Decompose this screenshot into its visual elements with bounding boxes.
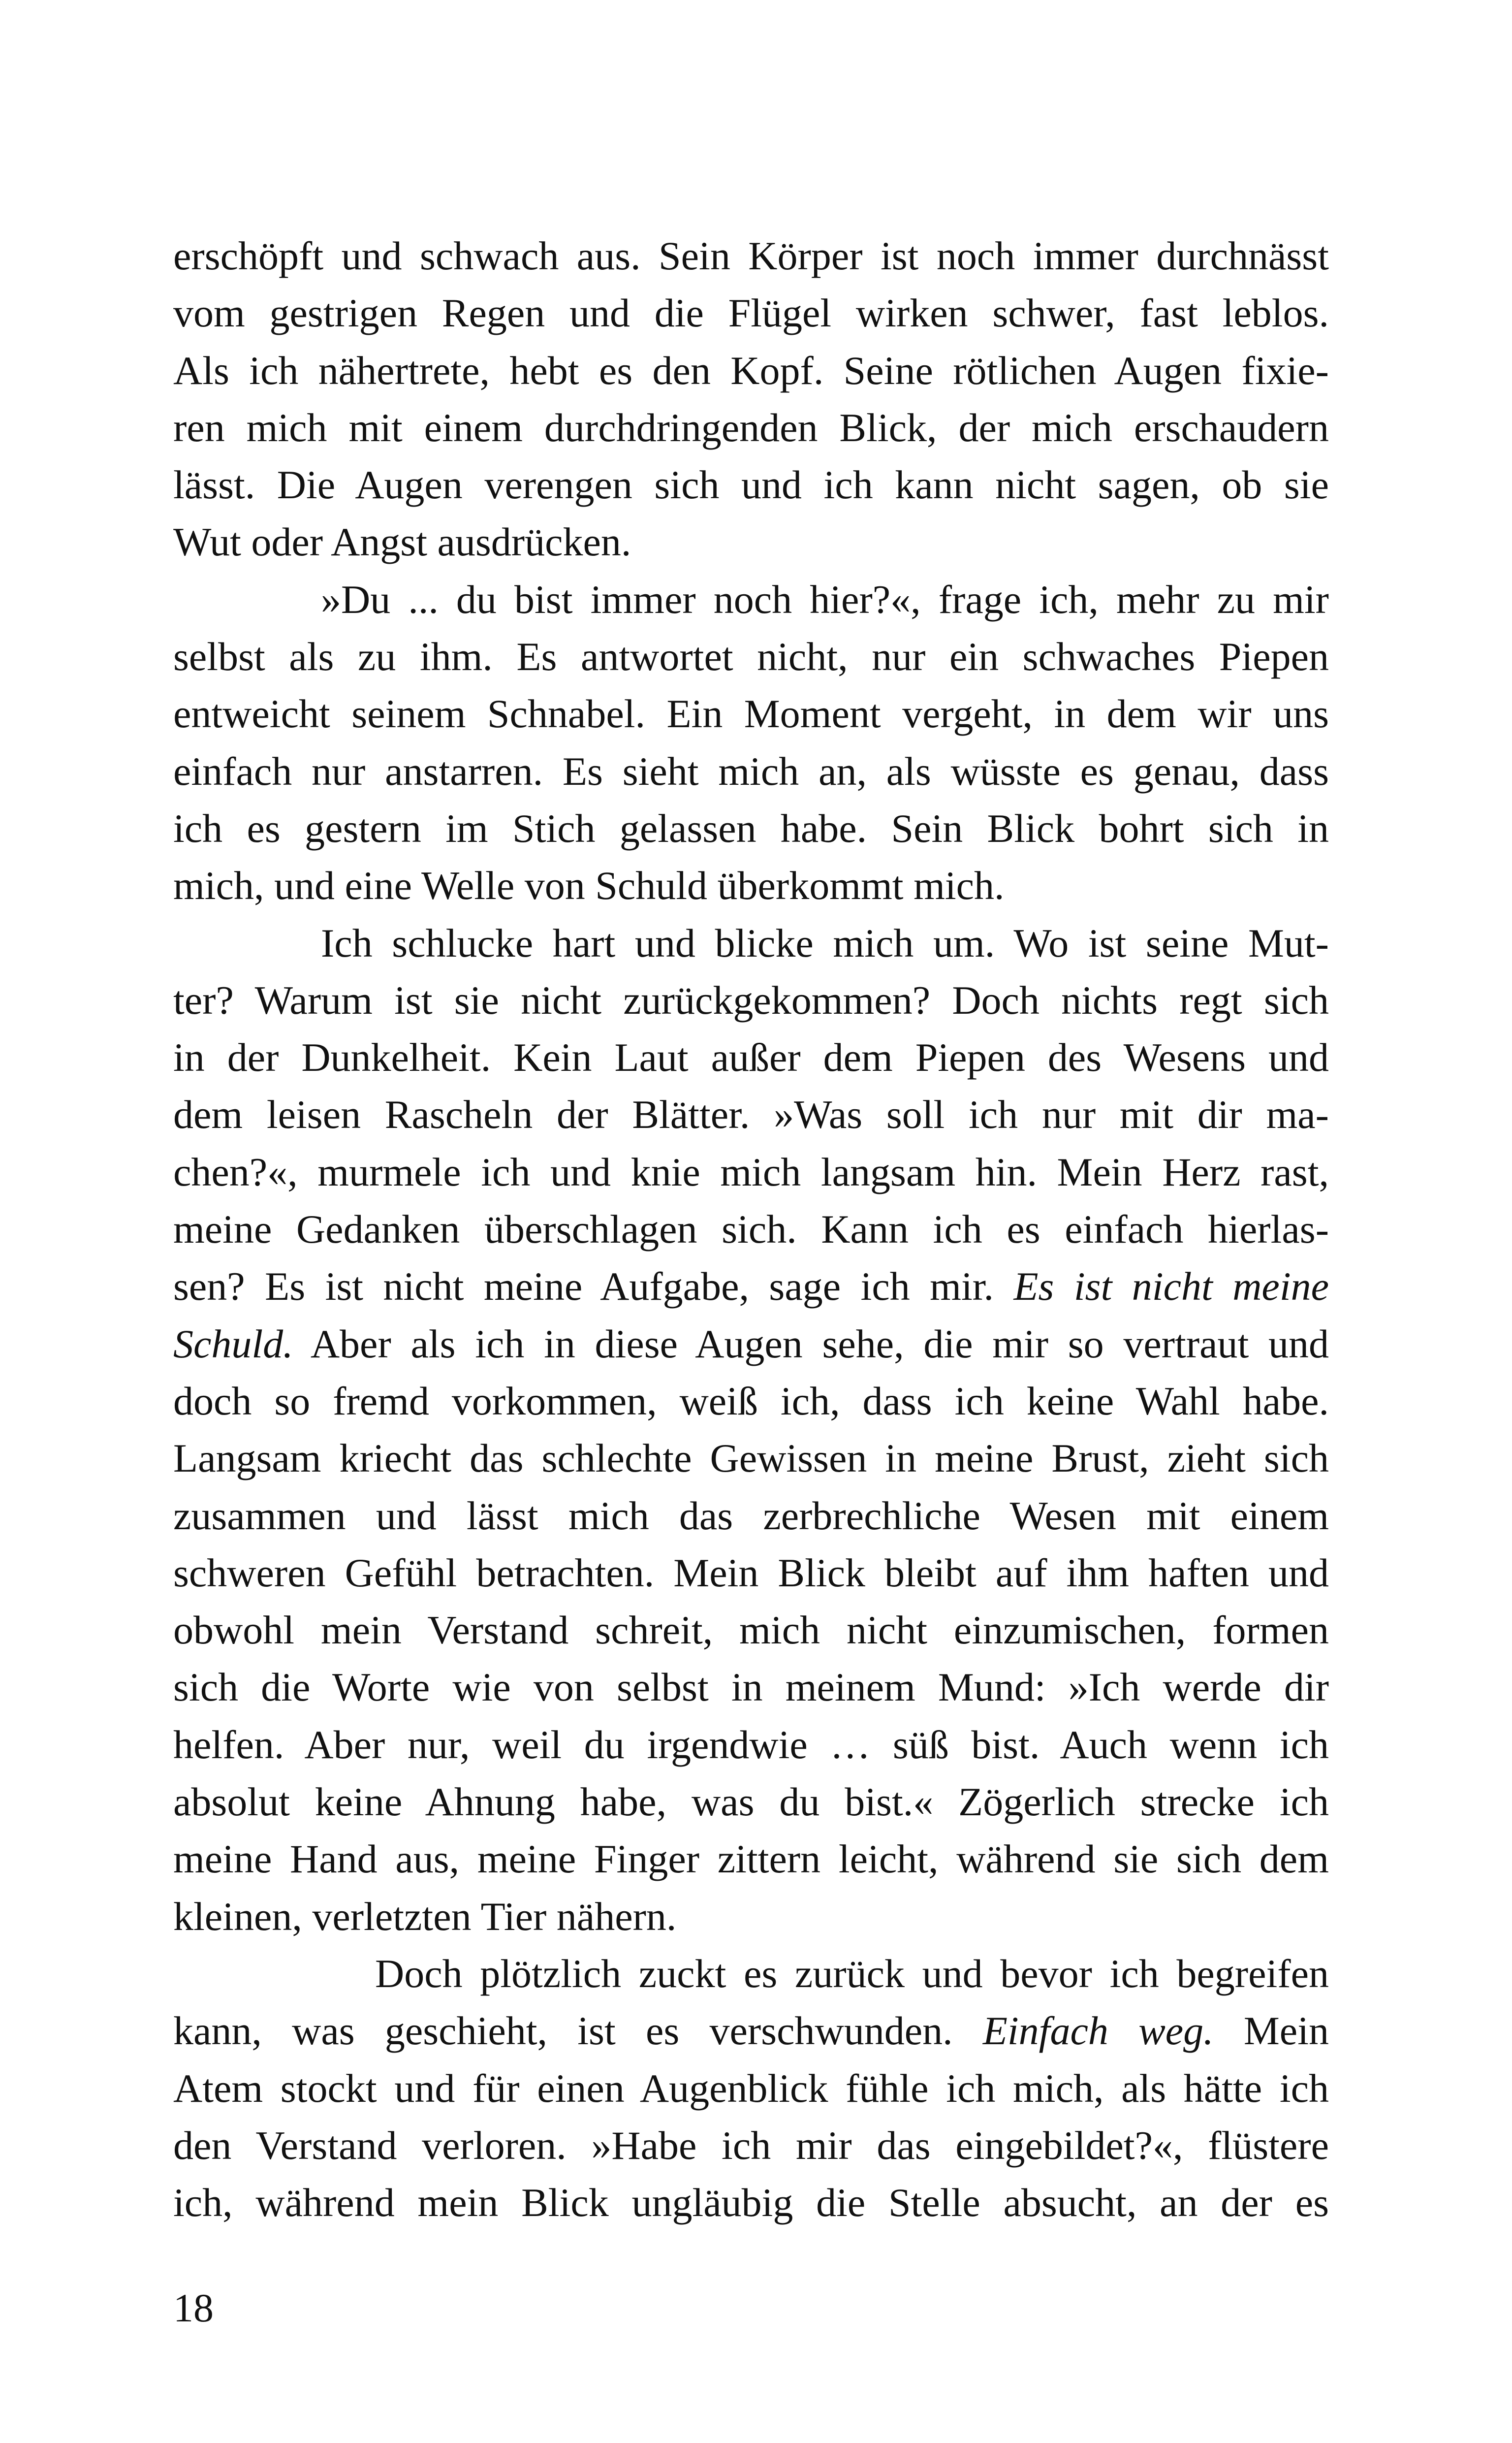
text-line: ren mich mit einem durchdringenden Blick, der mich erschaudern: [173, 405, 1329, 450]
text-line: kleinen, verletzten Tier nähern.: [173, 1894, 677, 1939]
text-line: den Verstand verloren. »Habe ich mir das eingebildet?«, flüstere: [173, 2122, 1329, 2168]
text-line: ich, während mein Blick ungläubig die Stelle absucht, an der es: [173, 2180, 1329, 2225]
text-line: [173, 1316, 1329, 1373]
text-line: Wut oder Angst ausdrücken.: [173, 519, 631, 565]
text-line: in der Dunkelheit. Kein Laut außer dem Piepen des Wesens und: [173, 1035, 1329, 1080]
body-text: [173, 227, 1329, 2231]
text-line: mich, und eine Welle von Schuld überkommt mich.: [173, 863, 1005, 908]
text-line: chen?«, murmele ich und knie mich langsam hin. Mein Herz rast,: [173, 1149, 1329, 1194]
text-line: helfen. Aber nur, weil du irgendwie … süß bist. Auch wenn ich: [173, 1722, 1329, 1767]
text-line: Ich schlucke hart und blicke mich um. Wo ist seine Mut-: [321, 920, 1329, 965]
italic-text: Es ist nicht meine: [1013, 1264, 1329, 1309]
text-segment: kann, was geschieht, ist es verschwunden.: [173, 2008, 983, 2054]
text-line: Als ich nähertrete, hebt es den Kopf. Seine rötlichen Augen fixie-: [173, 348, 1329, 393]
text-line: zusammen und lässt mich das zerbrechliche Wesen mit einem: [173, 1493, 1329, 1538]
text-line: Doch plötzlich zuckt es zurück und bevor ich begreifen: [375, 1951, 1329, 1996]
text-line: einfach nur anstarren. Es sieht mich an, als wüsste es genau, dass: [173, 748, 1329, 794]
text-line: Atem stockt und für einen Augenblick fühle ich mich, als hätte ich: [173, 2065, 1329, 2111]
text-line: selbst als zu ihm. Es antwortet nicht, nur ein schwaches Piepen: [173, 634, 1329, 679]
text-segment: sen? Es ist nicht meine Aufgabe, sage ich mir.: [173, 1264, 1014, 1309]
text-line: vom gestrigen Regen und die Flügel wirken schwer, fast leblos.: [173, 290, 1329, 336]
text-line: schweren Gefühl betrachten. Mein Blick bleibt auf ihm haften und: [173, 1550, 1329, 1595]
text-line: obwohl mein Verstand schreit, mich nicht einzumischen, formen: [173, 1607, 1329, 1653]
text-line: erschöpft und schwach aus. Sein Körper ist noch immer durchnässt: [173, 233, 1329, 278]
text-line: lässt. Die Augen verengen sich und ich kann nicht sagen, ob sie: [173, 462, 1329, 508]
text-line: meine Gedanken überschlagen sich. Kann ich es einfach hierlas-: [173, 1207, 1329, 1252]
text-line: ich es gestern im Stich gelassen habe. Sein Blick bohrt sich in: [173, 805, 1329, 851]
text-line: ter? Warum ist sie nicht zurückgekommen? Doch nichts regt sich: [173, 977, 1329, 1023]
text-line: doch so fremd vorkommen, weiß ich, dass ich keine Wahl habe.: [173, 1378, 1329, 1423]
text-segment: Mein: [1213, 2008, 1329, 2054]
text-line: [173, 1258, 1329, 1315]
text-line: sich die Worte wie von selbst in meinem Mund: »Ich werde dir: [173, 1665, 1329, 1710]
text-line: meine Hand aus, meine Finger zittern leicht, während sie sich dem: [173, 1836, 1329, 1882]
text-line: entweicht seinem Schnabel. Ein Moment vergeht, in dem wir uns: [173, 691, 1329, 737]
text-line: »Du ... du bist immer noch hier?«, frage ich, mehr zu mir: [321, 577, 1329, 622]
text-line: [173, 2002, 1329, 2059]
italic-text: Einfach weg.: [982, 2008, 1214, 2054]
text-segment: Aber als ich in diese Augen sehe, die mir so vertraut und: [293, 1321, 1329, 1366]
text-line: Langsam kriecht das schlechte Gewissen in meine Brust, zieht sich: [173, 1436, 1329, 1481]
page-number: 18: [173, 2285, 214, 2330]
italic-text: Schuld.: [173, 1321, 293, 1366]
text-line: dem leisen Rascheln der Blätter. »Was soll ich nur mit dir ma-: [173, 1092, 1329, 1137]
text-line: absolut keine Ahnung habe, was du bist.« Zögerlich strecke ich: [173, 1779, 1329, 1825]
